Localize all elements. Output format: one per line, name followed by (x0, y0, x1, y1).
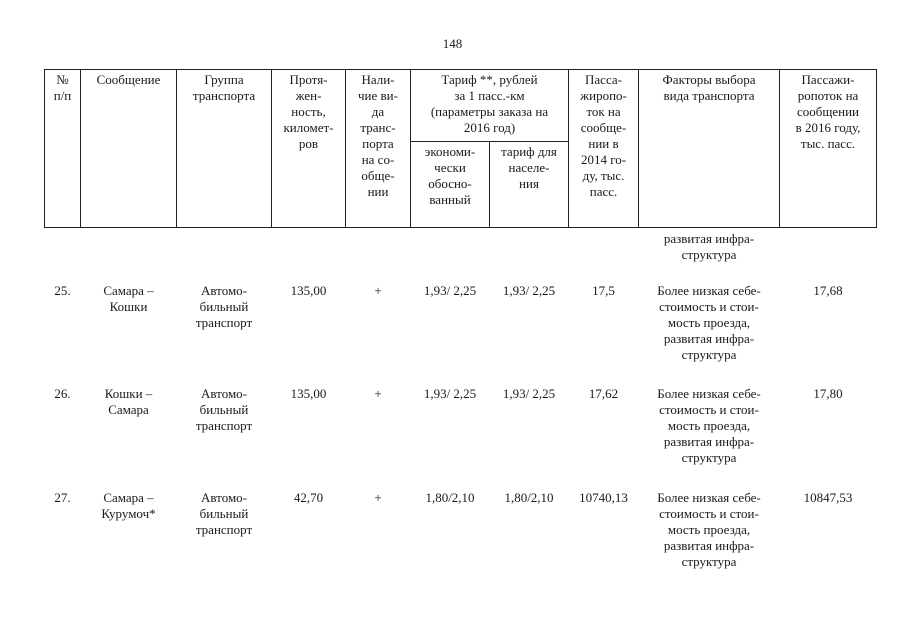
row-route: Самара – Курумоч* (101, 490, 156, 521)
header-tariff-econ: экономи- чески обосно- ванный (424, 144, 476, 207)
row-presence: + (374, 283, 382, 298)
row-tariff-pop: 1,93/ 2,25 (502, 283, 556, 298)
header-route: Сообщение (96, 72, 161, 87)
header-presence: Нали- чие ви- да транс- порта на со- обще- нии (358, 72, 398, 199)
row-presence: + (374, 490, 382, 505)
row-length: 135,00 (290, 283, 327, 298)
row-route: Самара – Кошки (103, 283, 154, 314)
row-presence: + (374, 386, 382, 401)
header-top-border (44, 69, 877, 70)
row-num: 25. (54, 283, 71, 298)
header-tariff: Тариф **, рублей за 1 пасс.-км (параметры заказа на 2016 год) (430, 72, 549, 135)
col-border (80, 69, 81, 228)
row-flow-2014: 10740,13 (579, 490, 628, 505)
header-flow-2016: Пассажи- ропоток на сообщении в 2016 году, тыс. пасс. (795, 72, 861, 151)
row-flow-2016: 17,68 (813, 283, 843, 298)
header-flow-2014: Пасса- жиропо- ток на сообще- нии в 2014 го- ду, тыс. пасс. (580, 72, 627, 199)
row-flow-2016: 10847,53 (803, 490, 853, 505)
page-number: 148 (442, 36, 463, 51)
header-factors: Факторы выбора вида транспорта (662, 72, 756, 103)
row-tariff-econ: 1,93/ 2,25 (423, 386, 477, 401)
row-flow-2014: 17,62 (588, 386, 619, 401)
header-num: № п/п (53, 72, 72, 103)
row-group: Автомо- бильный транспорт (195, 490, 253, 537)
row-route: Кошки – Самара (104, 386, 153, 417)
row-num: 26. (54, 386, 71, 401)
row-flow-2016: 17,80 (813, 386, 843, 401)
row-tariff-pop: 1,80/2,10 (504, 490, 554, 505)
row-factors: Более низкая себе- стоимость и стои- мость проезда, развитая инфра- структура (657, 490, 761, 569)
header-tariff-pop: тариф для населе- ния (501, 144, 557, 191)
row-factors: Более низкая себе- стоимость и стои- мость проезда, развитая инфра- структура (657, 386, 761, 465)
row-group: Автомо- бильный транспорт (195, 283, 253, 330)
row-flow-2014: 17,5 (592, 283, 615, 298)
row-tariff-econ: 1,93/ 2,25 (423, 283, 477, 298)
row-tariff-econ: 1,80/2,10 (425, 490, 475, 505)
row-group: Автомо- бильный транспорт (195, 386, 253, 433)
row-length: 42,70 (293, 490, 324, 505)
row-factors: Более низкая себе- стоимость и стои- мость проезда, развитая инфра- структура (657, 283, 761, 362)
row-tariff-pop: 1,93/ 2,25 (502, 386, 556, 401)
header-group: Группа транспорта (192, 72, 256, 103)
col-border (876, 69, 877, 228)
row-num: 27. (54, 490, 71, 505)
continuation-text: развитая инфра- структура (663, 231, 755, 262)
header-length: Протя- жен- ность, километ- ров (283, 72, 334, 151)
header-bottom-border (44, 227, 877, 228)
row-length: 135,00 (290, 386, 327, 401)
